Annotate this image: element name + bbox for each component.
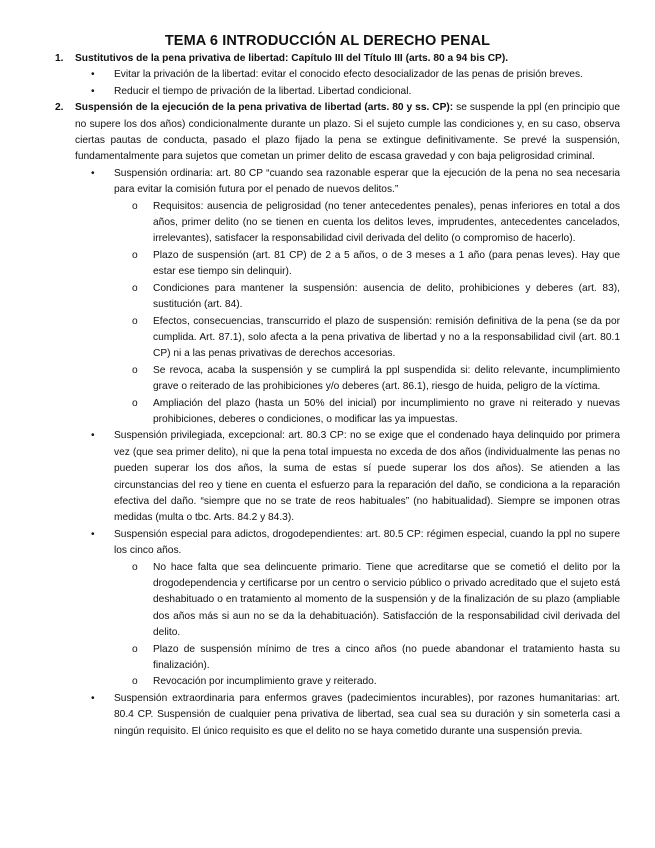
sub-bullet-glyph: o	[132, 561, 138, 573]
section-heading: Suspensión de la ejecución de la pena privativa de libertad (arts. 80 y ss. CP):	[75, 102, 454, 114]
bullet-item	[91, 84, 620, 100]
section-heading: Sustitutivos de la pena privativa de libertad: Capítulo III del Título III (arts. 80 a 94 bis CP).	[75, 53, 509, 64]
sub-bullet-glyph: o	[132, 364, 138, 376]
bullet-item	[91, 428, 620, 526]
section-text	[75, 100, 620, 166]
section-text	[75, 51, 620, 67]
bullet-text: Suspensión ordinaria: art. 80 CP “cuando sea razonable esperar que la ejecución de la pena no sea necesaria para evitar la comisión futura por el penado de nuevos delitos.”	[114, 167, 620, 196]
sub-bullet-item	[132, 199, 620, 248]
bullet-item	[91, 527, 620, 560]
bullet-glyph: •	[91, 430, 95, 442]
section-list	[0, 51, 655, 740]
sub-bullet-item	[132, 281, 620, 314]
sub-bullet-text: No hace falta que sea delincuente primario. Tiene que acreditarse que se cometió el delito por la drogodependencia y certificarse por un centro o servicio público o privado acreditado que el sujeto está deshabituado o en tratamiento al momento de la suspensión y de la finalización de su plazo (ampliable dos años más si aun no se da la dehabituación). Satisfacción de la responsabilidad civil derivada del delito.	[153, 561, 620, 639]
sub-bullet-item	[132, 314, 620, 363]
sub-bullet-text: Ampliación del plazo (hasta un 50% del inicial) por incumplimiento no grave ni reiterado y nuevas prohibiciones, deberes o condiciones, o modificar las ya impuestas.	[153, 397, 620, 425]
bullet-item	[91, 166, 620, 199]
sub-bullet-text: Efectos, consecuencias, transcurrido el plazo de suspensión: remisión definitiva de la pena (se da por cumplida. Art. 87.1), solo afecta a la pena privativa de libertad y no a la responsabilidad civil (art. 80.1 CP) ni a las penas privativas de derechos accesorias.	[153, 315, 620, 360]
document-title: TEMA 6 INTRODUCCIÓN AL DERECHO PENAL	[164, 33, 491, 49]
bullet-text: Reducir el tiempo de privación de la libertad. Libertad condicional.	[114, 85, 412, 97]
section-number: 1.	[55, 53, 64, 64]
sub-bullet-text: Condiciones para mantener la suspensión: ausencia de delito, prohibiciones y deberes (art. 83), sustitución (art. 84).	[153, 282, 620, 311]
bullet-text: Evitar la privación de la libertad: evitar el conocido efecto desocializador de las penas de prisión breves.	[114, 69, 583, 81]
bullet-glyph: •	[91, 85, 95, 97]
sub-bullet-text: Se revoca, acaba la suspensión y se cumplirá la ppl suspendida si: delito relevante, incumplimiento grave o reiterado de las prohibiciones y/o deberes (art. 86.1), riesgo de huida, peligro de la víctima.	[153, 364, 620, 393]
sub-bullet-glyph: o	[132, 282, 138, 294]
sub-bullet-text: Plazo de suspensión mínimo de tres a cinco años (no puede abandonar el tratamiento hasta su finalización).	[153, 643, 620, 672]
bullet-item	[91, 67, 620, 83]
sub-bullet-item	[132, 396, 620, 429]
bullet-glyph: •	[91, 69, 95, 81]
sub-bullet-text: Revocación por incumplimiento grave y reiterado.	[153, 676, 377, 688]
section-1	[0, 51, 655, 100]
sub-bullet-item	[132, 560, 620, 642]
bullet-text: Suspensión especial para adictos, drogodependientes: art. 80.5 CP: régimen especial, cuando la ppl no supere los cinco años.	[114, 528, 620, 557]
section-2	[0, 100, 655, 740]
sub-bullet-glyph: o	[132, 643, 138, 655]
section-body: se suspende la ppl (en principio que no supere los dos años) condicionalmente durante un plazo. Si el sujeto cumple las condiciones y, en su caso, observa ciertas pautas de conducta, pasado el plazo fijado la pena se extingue definitivamente. Se prevé la suspensión, fundamentalmente para sujetos que cometan un primer delito de escasa gravedad y con baja peligrosidad criminal.	[75, 102, 620, 163]
sub-bullet-item	[132, 248, 620, 281]
bullet-glyph: •	[91, 167, 95, 179]
sub-bullet-glyph: o	[132, 676, 138, 688]
bullet-glyph: •	[91, 692, 95, 704]
sub-bullet-item	[132, 642, 620, 675]
sub-bullet-glyph: o	[132, 249, 138, 261]
section-number: 2.	[55, 102, 64, 114]
sub-bullet-glyph: o	[132, 200, 138, 212]
bullet-text: Suspensión privilegiada, excepcional: art. 80.3 CP: no se exige que el condenado haya delinquido por primera vez (que sea primer delito), ni que la pena total impuesta no exceda de dos años (individualmente las penas no pueden superar los dos años, la suma de estas sí puede superar los dos años). Se atienden a las circunstancias del reo y tiene en cuenta el esfuerzo para la reparación del daño, se condiciona a la reparación efectiva del daño. “siempre que no se trate de reos habituales” (no habitualidad). Siempre se imponen otras medidas (multa o tbc. Arts. 84.2 y 84.3).	[114, 430, 620, 524]
bullet-text: Suspensión extraordinaria para enfermos graves (padecimientos incurables), por razones humanitarias: art. 80.4 CP. Suspensión de cualquier pena privativa de libertad, sea cual sea su duración y sin someterla casi a ningún requisito. El único requisito es que el delito no se haya cometido durante una suspensión previa.	[114, 692, 620, 737]
sub-bullet-text: Requisitos: ausencia de peligrosidad (no tener antecedentes penales), penas inferiores en total a dos años, primer delito (no se tienen en cuenta los delitos leves, imprudentes, antecedentes cancelados, irrelevantes), satisfacer la responsabilidad civil derivada del delito (o compromiso de hacerlo).	[153, 200, 620, 245]
sub-bullet-glyph: o	[132, 315, 138, 327]
bullet-item	[91, 691, 620, 740]
sub-bullet-text: Plazo de suspensión (art. 81 CP) de 2 a 5 años, o de 3 meses a 1 año (para penas leves). Hay que estar ese tiempo sin delinquir).	[153, 249, 620, 278]
sub-bullet-item	[132, 674, 620, 690]
sub-bullet-glyph: o	[132, 397, 138, 409]
bullet-glyph: •	[91, 528, 95, 540]
sub-bullet-item	[132, 363, 620, 396]
